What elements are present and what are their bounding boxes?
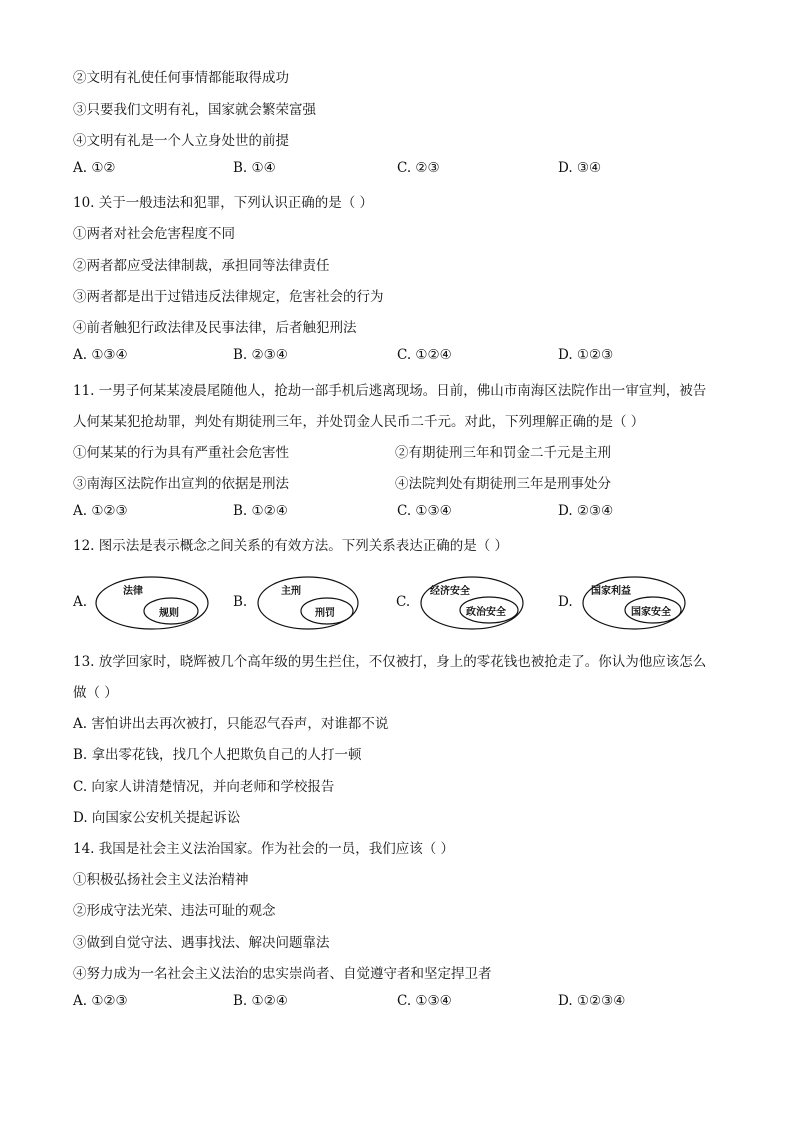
q10-options <box>73 347 733 367</box>
venn-a-inner-text: 规则 <box>159 608 179 619</box>
venn-d-outer-text: 国家利益 <box>591 586 631 597</box>
q14-item-1: ①积极弘扬社会主义法治精神 <box>73 872 249 888</box>
q13-stem-line-2: 做（ ） <box>73 685 118 701</box>
q10-item-2: ②两者都应受法律制裁，承担同等法律责任 <box>73 258 330 274</box>
q11-options <box>73 503 733 523</box>
venn-b-inner-text: 刑罚 <box>315 608 335 619</box>
q10-option-d[interactable]: D. ①②③ <box>558 347 614 363</box>
q11-option-b[interactable]: B. ①②④ <box>233 503 288 519</box>
q12-stem: 12. 图示法是表示概念之间关系的有效方法。下列关系表达正确的是（ ） <box>73 538 509 554</box>
venn-diagram-c <box>418 574 530 632</box>
q14-option-c[interactable]: C. ①③④ <box>397 993 452 1009</box>
q9-option-d[interactable]: D. ③④ <box>558 160 602 176</box>
q14-item-4: ④努力成为一名社会主义法治的忠实崇尚者、自觉遵守者和坚定捍卫者 <box>73 966 492 982</box>
venn-diagram-a <box>93 574 215 632</box>
q10-item-4: ④前者触犯行政法律及民事法律，后者触犯刑法 <box>73 320 357 336</box>
q11-item-3: ③南海区法院作出宣判的依据是刑法 <box>73 476 289 492</box>
q9-option-a[interactable]: A. ①② <box>73 160 116 176</box>
q11-item-4: ④法院判处有期徒刑三年是刑事处分 <box>395 476 611 492</box>
q13-option-b[interactable]: B. 拿出零花钱，找几个人把欺负自己的人打一顿 <box>73 747 362 763</box>
q14-item-2: ②形成守法光荣、违法可耻的观念 <box>73 903 276 919</box>
q10-option-c[interactable]: C. ①②④ <box>397 347 452 363</box>
q11-option-d[interactable]: D. ②③④ <box>558 503 614 519</box>
q12-diagram-b[interactable] <box>233 574 383 632</box>
q14-item-3: ③做到自觉守法、遇事找法、解决问题靠法 <box>73 935 330 951</box>
q9-item-3: ③只要我们文明有礼，国家就会繁荣富强 <box>73 102 316 118</box>
q12-diagram-a[interactable] <box>73 574 223 632</box>
q10-option-a[interactable]: A. ①③④ <box>73 347 128 363</box>
q9-item-4: ④文明有礼是一个人立身处世的前提 <box>73 133 289 149</box>
q11-item-1: ①何某某的行为具有严重社会危害性 <box>73 445 289 461</box>
q10-option-b[interactable]: B. ②③④ <box>233 347 288 363</box>
q12-diagram-c-label: C. <box>396 594 411 610</box>
q14-option-d[interactable]: D. ①②③④ <box>558 993 626 1009</box>
q12-diagram-d-label: D. <box>558 594 573 610</box>
q14-option-a[interactable]: A. ①②③ <box>73 993 128 1009</box>
q13-option-c[interactable]: C. 向家人讲清楚情况，并向老师和学校报告 <box>73 779 335 795</box>
q12-diagram-d[interactable] <box>558 574 718 632</box>
venn-c-inner-text: 政治安全 <box>466 607 506 618</box>
venn-a-outer-text: 法律 <box>123 586 143 597</box>
q10-item-1: ①两者对社会危害程度不同 <box>73 226 235 242</box>
q14-stem: 14. 我国是社会主义法治国家。作为社会的一员，我们应该（ ） <box>73 841 455 857</box>
q12-diagrams <box>73 574 713 632</box>
venn-d-inner-text: 国家安全 <box>631 607 671 618</box>
q13-option-d[interactable]: D. 向国家公安机关提起诉讼 <box>73 810 241 826</box>
q12-diagram-c[interactable] <box>396 574 556 632</box>
q12-diagram-b-label: B. <box>233 594 248 610</box>
venn-b-outer-text: 主刑 <box>281 586 301 597</box>
q10-item-3: ③两者都是出于过错违反法律规定，危害社会的行为 <box>73 289 384 305</box>
q9-options <box>73 160 733 180</box>
q9-option-c[interactable]: C. ②③ <box>397 160 440 176</box>
q11-option-c[interactable]: C. ①③④ <box>397 503 452 519</box>
q12-diagram-a-label: A. <box>73 594 88 610</box>
q9-item-2: ②文明有礼使任何事情都能取得成功 <box>73 70 289 86</box>
venn-diagram-d <box>580 574 692 632</box>
venn-c-outer-text: 经济安全 <box>430 586 470 597</box>
q11-option-a[interactable]: A. ①②③ <box>73 503 128 519</box>
q13-option-a[interactable]: A. 害怕讲出去再次被打，只能忍气吞声，对谁都不说 <box>73 716 389 732</box>
q9-option-b[interactable]: B. ①④ <box>233 160 276 176</box>
q14-option-b[interactable]: B. ①②④ <box>233 993 288 1009</box>
q11-item-2: ②有期徒刑三年和罚金二千元是主刑 <box>395 445 611 461</box>
venn-diagram-b <box>255 574 365 632</box>
q10-stem: 10. 关于一般违法和犯罪，下列认识正确的是（ ） <box>73 195 374 211</box>
q14-options <box>73 993 733 1013</box>
q13-stem-line-1: 13. 放学回家时，晓辉被几个高年级的男生拦住，不仅被打，身上的零花钱也被抢走了。你认为他应该怎么 <box>73 654 707 670</box>
q11-stem-line-1: 11. 一男子何某某凌晨尾随他人，抢劫一部手机后逃离现场。日前，佛山市南海区法院作出一审宣判，被告 <box>73 383 707 399</box>
q11-stem-line-2: 人何某某犯抢劫罪，判处有期徒刑三年，并处罚金人民币二千元。对此，下列理解正确的是（ ） <box>73 414 645 430</box>
